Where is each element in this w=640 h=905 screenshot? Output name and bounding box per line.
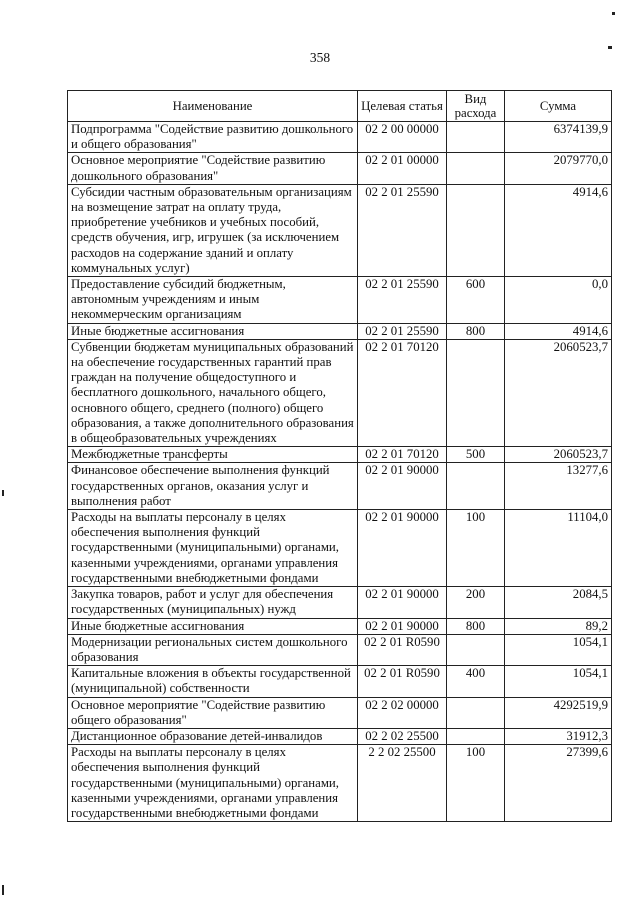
table-row bbox=[68, 184, 612, 276]
budget-table bbox=[67, 90, 612, 822]
row-name: Межбюджетные трансферты bbox=[68, 447, 358, 463]
row-sum: 11104,0 bbox=[505, 510, 612, 587]
row-sum: 1054,1 bbox=[505, 634, 612, 665]
row-vid: 800 bbox=[447, 323, 505, 339]
table-row bbox=[68, 463, 612, 510]
row-name: Иные бюджетные ассигнования bbox=[68, 618, 358, 634]
row-vid: 100 bbox=[447, 745, 505, 822]
row-code: 02 2 01 90000 bbox=[358, 587, 447, 618]
row-vid: 200 bbox=[447, 587, 505, 618]
row-vid bbox=[447, 634, 505, 665]
row-name: Закупка товаров, работ и услуг для обеспечения государственных (муниципальных) нужд bbox=[68, 587, 358, 618]
row-vid bbox=[447, 153, 505, 184]
row-sum: 2084,5 bbox=[505, 587, 612, 618]
row-sum: 27399,6 bbox=[505, 745, 612, 822]
row-vid bbox=[447, 728, 505, 744]
row-code: 02 2 01 00000 bbox=[358, 153, 447, 184]
row-sum: 89,2 bbox=[505, 618, 612, 634]
page-number: 358 bbox=[309, 50, 331, 65]
row-sum: 4914,6 bbox=[505, 184, 612, 276]
row-code: 02 2 01 25590 bbox=[358, 277, 447, 324]
scan-mark bbox=[2, 490, 4, 496]
scan-mark bbox=[608, 46, 612, 49]
row-sum: 31912,3 bbox=[505, 728, 612, 744]
row-sum: 1054,1 bbox=[505, 666, 612, 697]
row-code: 02 2 02 00000 bbox=[358, 697, 447, 728]
row-code: 02 2 02 25500 bbox=[358, 728, 447, 744]
row-sum: 4292519,9 bbox=[505, 697, 612, 728]
row-vid: 800 bbox=[447, 618, 505, 634]
table-row bbox=[68, 153, 612, 184]
row-vid bbox=[447, 463, 505, 510]
row-sum: 4914,6 bbox=[505, 323, 612, 339]
row-sum: 0,0 bbox=[505, 277, 612, 324]
scan-mark bbox=[612, 12, 615, 15]
row-name: Подпрограмма "Содействие развитию дошкольного и общего образования" bbox=[68, 122, 358, 153]
row-vid: 100 bbox=[447, 510, 505, 587]
table-row bbox=[68, 510, 612, 587]
row-name: Субвенции бюджетам муниципальных образований на обеспечение государственных гарантий прав граждан на получение общедоступного и бесплатного дошкольного, начального общего, основного общего, среднего (полного) общего образования, а также дополнительного образования в общеобразовательных учреждениях bbox=[68, 339, 358, 446]
row-code: 2 2 02 25500 bbox=[358, 745, 447, 822]
table-row bbox=[68, 618, 612, 634]
row-code: 02 2 01 70120 bbox=[358, 447, 447, 463]
row-name: Предоставление субсидий бюджетным, автономным учреждениям и иным некоммерческим организациям bbox=[68, 277, 358, 324]
row-name: Модернизации региональных систем дошкольного образования bbox=[68, 634, 358, 665]
row-code: 02 2 01 25590 bbox=[358, 184, 447, 276]
row-name: Основное мероприятие "Содействие развитию общего образования" bbox=[68, 697, 358, 728]
row-vid bbox=[447, 697, 505, 728]
row-code: 02 2 01 90000 bbox=[358, 618, 447, 634]
row-name: Расходы на выплаты персоналу в целях обеспечения выполнения функций государственными (муниципальными) органами, казенными учреждениями, органами управления государственными внебюджетными фондами bbox=[68, 745, 358, 822]
row-code: 02 2 01 90000 bbox=[358, 510, 447, 587]
scan-mark bbox=[2, 885, 4, 895]
row-code: 02 2 01 90000 bbox=[358, 463, 447, 510]
row-name: Основное мероприятие "Содействие развитию дошкольного образования" bbox=[68, 153, 358, 184]
row-code: 02 2 01 R0590 bbox=[358, 634, 447, 665]
table-row bbox=[68, 666, 612, 697]
row-vid bbox=[447, 184, 505, 276]
table-row bbox=[68, 339, 612, 446]
row-name: Расходы на выплаты персоналу в целях обеспечения выполнения функций государственными (муниципальными) органами, казенными учреждениями, органами управления государственными внебюджетными фондами bbox=[68, 510, 358, 587]
row-code: 02 2 00 00000 bbox=[358, 122, 447, 153]
row-sum: 2079770,0 bbox=[505, 153, 612, 184]
row-sum: 2060523,7 bbox=[505, 447, 612, 463]
row-vid bbox=[447, 122, 505, 153]
row-name: Капитальные вложения в объекты государственной (муниципальной) собственности bbox=[68, 666, 358, 697]
row-name: Субсидии частным образовательным организациям на возмещение затрат на оплату труда, приобретение учебников и учебных пособий, средств обучения, игр, игрушек (за исключением расходов на содержание зданий и оплату коммунальных услуг) bbox=[68, 184, 358, 276]
row-code: 02 2 01 70120 bbox=[358, 339, 447, 446]
header-sum: Сумма bbox=[505, 91, 612, 122]
table-row bbox=[68, 697, 612, 728]
row-sum: 6374139,9 bbox=[505, 122, 612, 153]
row-name: Финансовое обеспечение выполнения функций государственных органов, оказания услуг и выполнения работ bbox=[68, 463, 358, 510]
row-code: 02 2 01 R0590 bbox=[358, 666, 447, 697]
header-vid: Вид расхода bbox=[447, 91, 505, 122]
row-vid bbox=[447, 339, 505, 446]
row-vid: 400 bbox=[447, 666, 505, 697]
row-sum: 2060523,7 bbox=[505, 339, 612, 446]
table-header-row bbox=[68, 91, 612, 122]
table-row bbox=[68, 122, 612, 153]
table-row bbox=[68, 634, 612, 665]
header-code: Целевая статья bbox=[358, 91, 447, 122]
header-name: Наименование bbox=[68, 91, 358, 122]
row-code: 02 2 01 25590 bbox=[358, 323, 447, 339]
table-row bbox=[68, 277, 612, 324]
table-row bbox=[68, 447, 612, 463]
table-row bbox=[68, 323, 612, 339]
row-vid: 600 bbox=[447, 277, 505, 324]
row-sum: 13277,6 bbox=[505, 463, 612, 510]
table-row bbox=[68, 745, 612, 822]
row-name: Дистанционное образование детей-инвалидов bbox=[68, 728, 358, 744]
row-name: Иные бюджетные ассигнования bbox=[68, 323, 358, 339]
table-row bbox=[68, 728, 612, 744]
row-vid: 500 bbox=[447, 447, 505, 463]
table-row bbox=[68, 587, 612, 618]
